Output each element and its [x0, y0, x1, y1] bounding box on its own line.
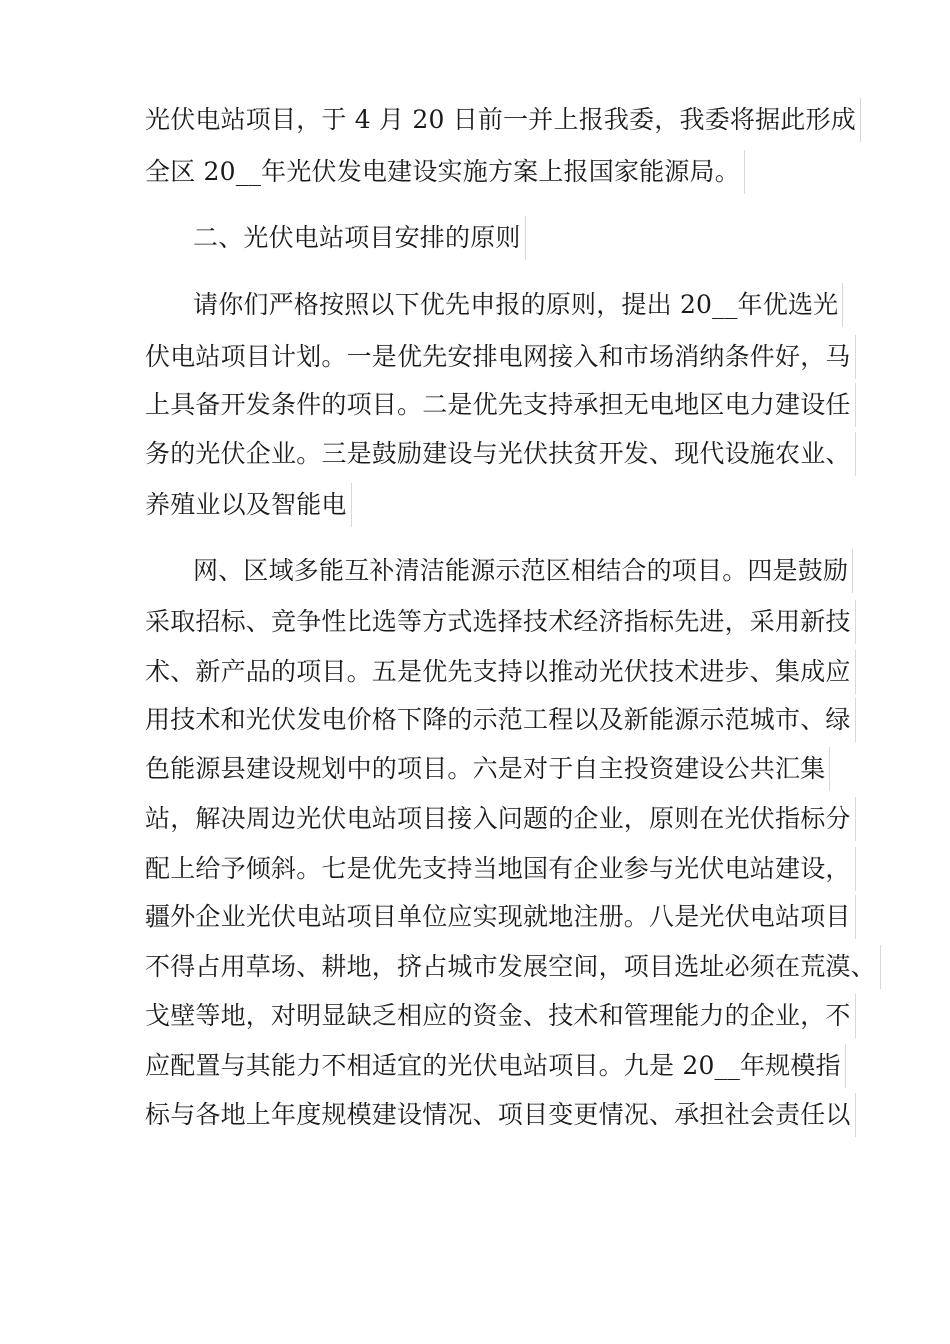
- paragraph-4-line-8: 疆外企业光伏电站项目单位应实现就地注册。八是光伏电站项目: [145, 895, 856, 939]
- paragraph-4-line-11: 应配置与其能力不相适宜的光伏电站项目。九是 20__年规模指: [145, 1044, 846, 1088]
- section-heading: 二、光伏电站项目安排的原则: [193, 216, 526, 260]
- paragraph-4-line-2: 采取招标、竞争性比选等方式选择技术经济指标先进，采用新技: [145, 600, 856, 644]
- paragraph-4-line-5: 色能源县建设规划中的项目。六是对于自主投资建设公共汇集: [145, 747, 830, 791]
- paragraph-4-line-6: 站，解决周边光伏电站项目接入问题的企业，原则在光伏指标分: [145, 797, 856, 841]
- paragraph-4-line-9: 不得占用草场、耕地，挤占城市发展空间，项目选址必须在荒漠、: [145, 945, 881, 989]
- paragraph-4-line-4: 用技术和光伏发电价格下降的示范工程以及新能源示范城市、绿: [145, 698, 856, 742]
- paragraph-3-line-5: 养殖业以及智能电: [145, 483, 352, 527]
- paragraph-1-line-2: 全区 20__年光伏发电建设实施方案上报国家能源局。: [145, 150, 745, 194]
- paragraph-4-line-1: 网、区域多能互补清洁能源示范区相结合的项目。四是鼓励: [193, 549, 853, 593]
- paragraph-3-line-1: 请你们严格按照以下优先申报的原则，提出 20__年优选光: [193, 283, 843, 327]
- paragraph-4-line-10: 戈壁等地，对明显缺乏相应的资金、技术和管理能力的企业，不: [145, 994, 856, 1038]
- paragraph-3-line-4: 务的光伏企业。三是鼓励建设与光伏扶贫开发、现代设施农业、: [145, 432, 856, 476]
- paragraph-3-line-3: 上具备开发条件的项目。二是优先支持承担无电地区电力建设任: [145, 383, 856, 427]
- paragraph-4-line-12: 标与各地上年度规模建设情况、项目变更情况、承担社会责任以: [145, 1093, 856, 1137]
- paragraph-4-line-3: 术、新产品的项目。五是优先支持以推动光伏技术进步、集成应: [145, 650, 856, 694]
- paragraph-3-line-2: 伏电站项目计划。一是优先安排电网接入和市场消纳条件好，马: [145, 335, 856, 379]
- paragraph-4-line-7: 配上给予倾斜。七是优先支持当地国有企业参与光伏电站建设，: [145, 847, 856, 891]
- paragraph-1-line-1: 光伏电站项目，于 4 月 20 日前一并上报我委，我委将据此形成: [145, 98, 861, 142]
